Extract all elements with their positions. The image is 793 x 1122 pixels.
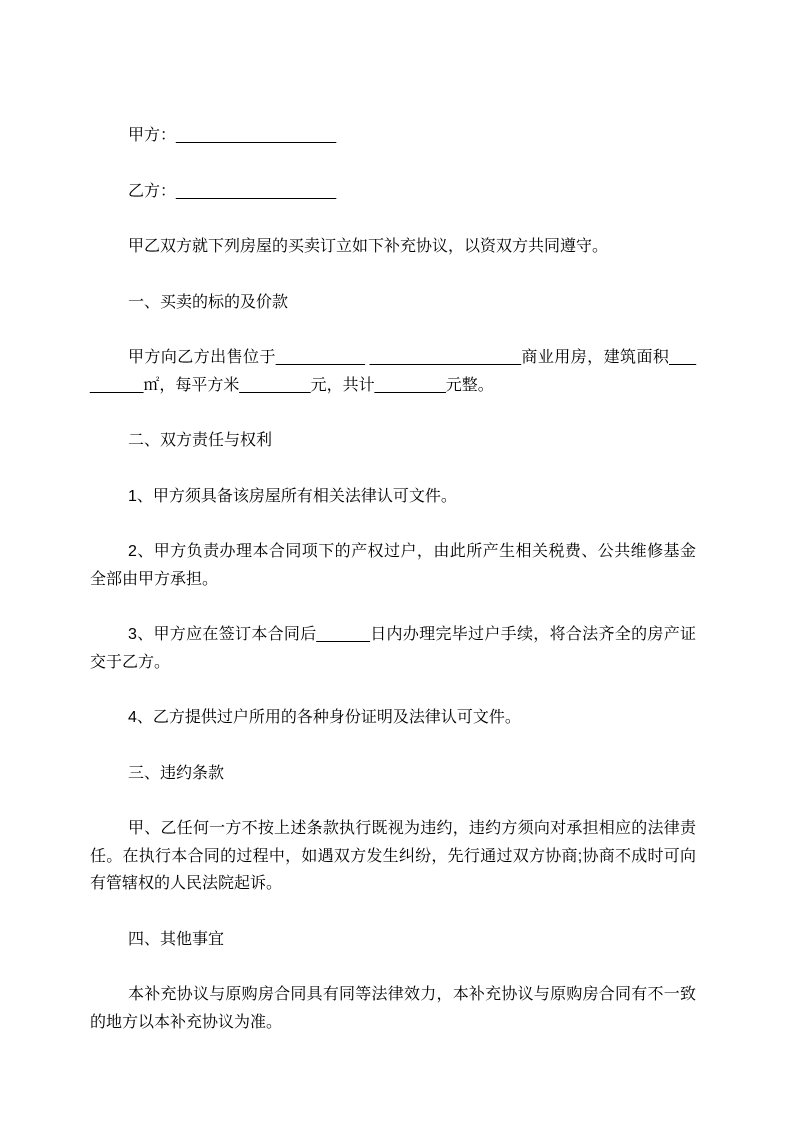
section-4-heading: 四、其他事宜 [128, 930, 225, 948]
section-2-item-2: 2、甲方负责办理本合同项下的产权过户，由此所产生相关税费、公共维修基金全部由甲方承担。 [90, 543, 696, 588]
section-4-body: 本补充协议与原购房合同具有同等法律效力，本补充协议与原购房合同有不一致的地方以本补充协议为准。 [90, 986, 696, 1031]
party-b-line: 乙方：__________________ [128, 182, 337, 200]
section-2-heading: 二、双方责任与权利 [128, 432, 273, 449]
section-2-item-4: 4、乙方提供过户所用的各种身份证明及法律认可文件。 [128, 709, 521, 726]
section-1-body: 甲方向乙方出售位于__________ _________________商业用房，建筑面积_________㎡，每平方米________元，共计________元整。 [90, 349, 696, 394]
section-3-body: 甲、乙任何一方不按上述条款执行既视为违约，违约方须向对承担相应的法律责任。在执行本合同的过程中，如遇双方发生纠纷，先行通过双方协商;协商不成时可向有管辖权的人民法院起诉。 [90, 820, 696, 892]
section-1-heading: 一、买卖的标的及价款 [128, 293, 289, 311]
section-2-item-3: 3、甲方应在签订本合同后______日内办理完毕过户手续，将合法齐全的房产证交于乙方。 [90, 626, 696, 671]
contract-body [90, 122, 696, 1036]
section-2-item-1: 1、甲方须具备该房屋所有相关法律认可文件。 [128, 487, 457, 505]
party-a-line: 甲方：__________________ [128, 127, 337, 144]
section-3-heading: 三、违约条款 [128, 764, 225, 782]
preamble: 甲乙双方就下列房屋的买卖订立如下补充协议，以资双方共同遵守。 [128, 238, 609, 255]
